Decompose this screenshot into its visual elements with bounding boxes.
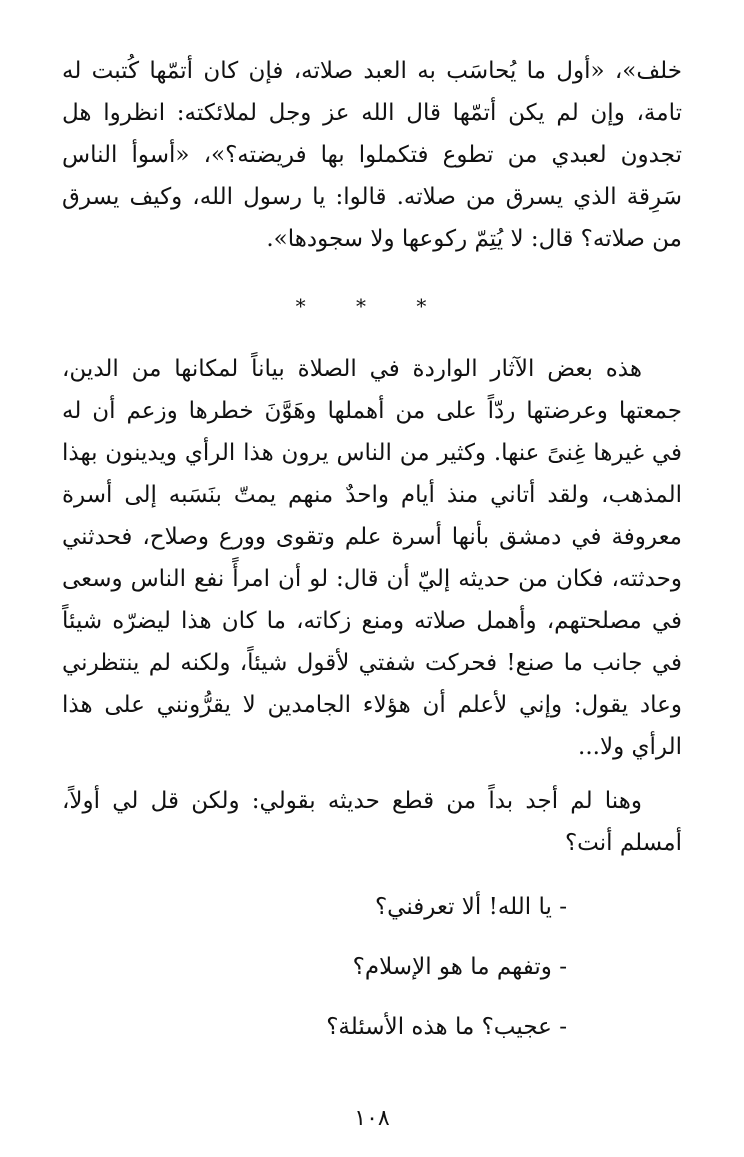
paragraph-question: وهنا لم أجد بداً من قطع حديثه بقولي: ولكن قل لي أولاً، أمسلم أنت؟: [62, 788, 682, 856]
dialogue-block: [62, 886, 682, 1048]
paragraph-hadith: خلف»، «أول ما يُحاسَب به العبد صلاته، فإن كان أتمّها كُتبت له تامة، وإن لم يكن أتمّها قال الله عز وجل لملائكته: انظروا هل تجدون لعبدي من تطوع فتكملوا بها فريضته؟»، «أسوأ الناس سَرِقة الذي يسرق من صلاته. قالوا: يا رسول الله، وكيف يسرق من صلاته؟ قال: لا يُتِمّ ركوعها ولا سجودها».: [62, 58, 682, 252]
paragraph-narrative: هذه بعض الآثار الواردة في الصلاة بياناً لمكانها من الدين، جمعتها وعرضتها ردّاً على من أهملها وهَوَّنَ خطرها وزعم أن له في غيرها غِنىً عنها. وكثير من الناس يرون هذا الرأي ويدينون بهذا المذهب، ولقد أتاني منذ أيام واحدٌ منهم يمتّ بنَسَبه إلى أسرة معروفة في دمشق بأنها أسرة علم وتقوى وورع وصلاح، فحدثني وحدثته، فكان من حديثه إليّ أن قال: لو أن امرأً نفع الناس وسعى في مصلحتهم، وأهمل صلاته ومنع زكاته، ما كان هذا ليضرّه شيئاً في جانب ما صنع! فحركت شفتي لأقول شيئاً، ولكنه لم ينتظرني وعاد يقول: وإني لأعلم أن هؤلاء الجامدين لا يقرُّونني على هذا الرأي ولا...: [62, 356, 682, 760]
page-number: ١٠٨: [354, 1106, 390, 1131]
page-body: [62, 50, 682, 1066]
dialogue-line: - يا الله! ألا تعرفني؟: [374, 894, 567, 920]
section-separator: * * *: [295, 294, 449, 318]
dialogue-line: - عجيب؟ ما هذه الأسئلة؟: [326, 1014, 567, 1040]
dialogue-line: - وتفهم ما هو الإسلام؟: [352, 954, 567, 980]
